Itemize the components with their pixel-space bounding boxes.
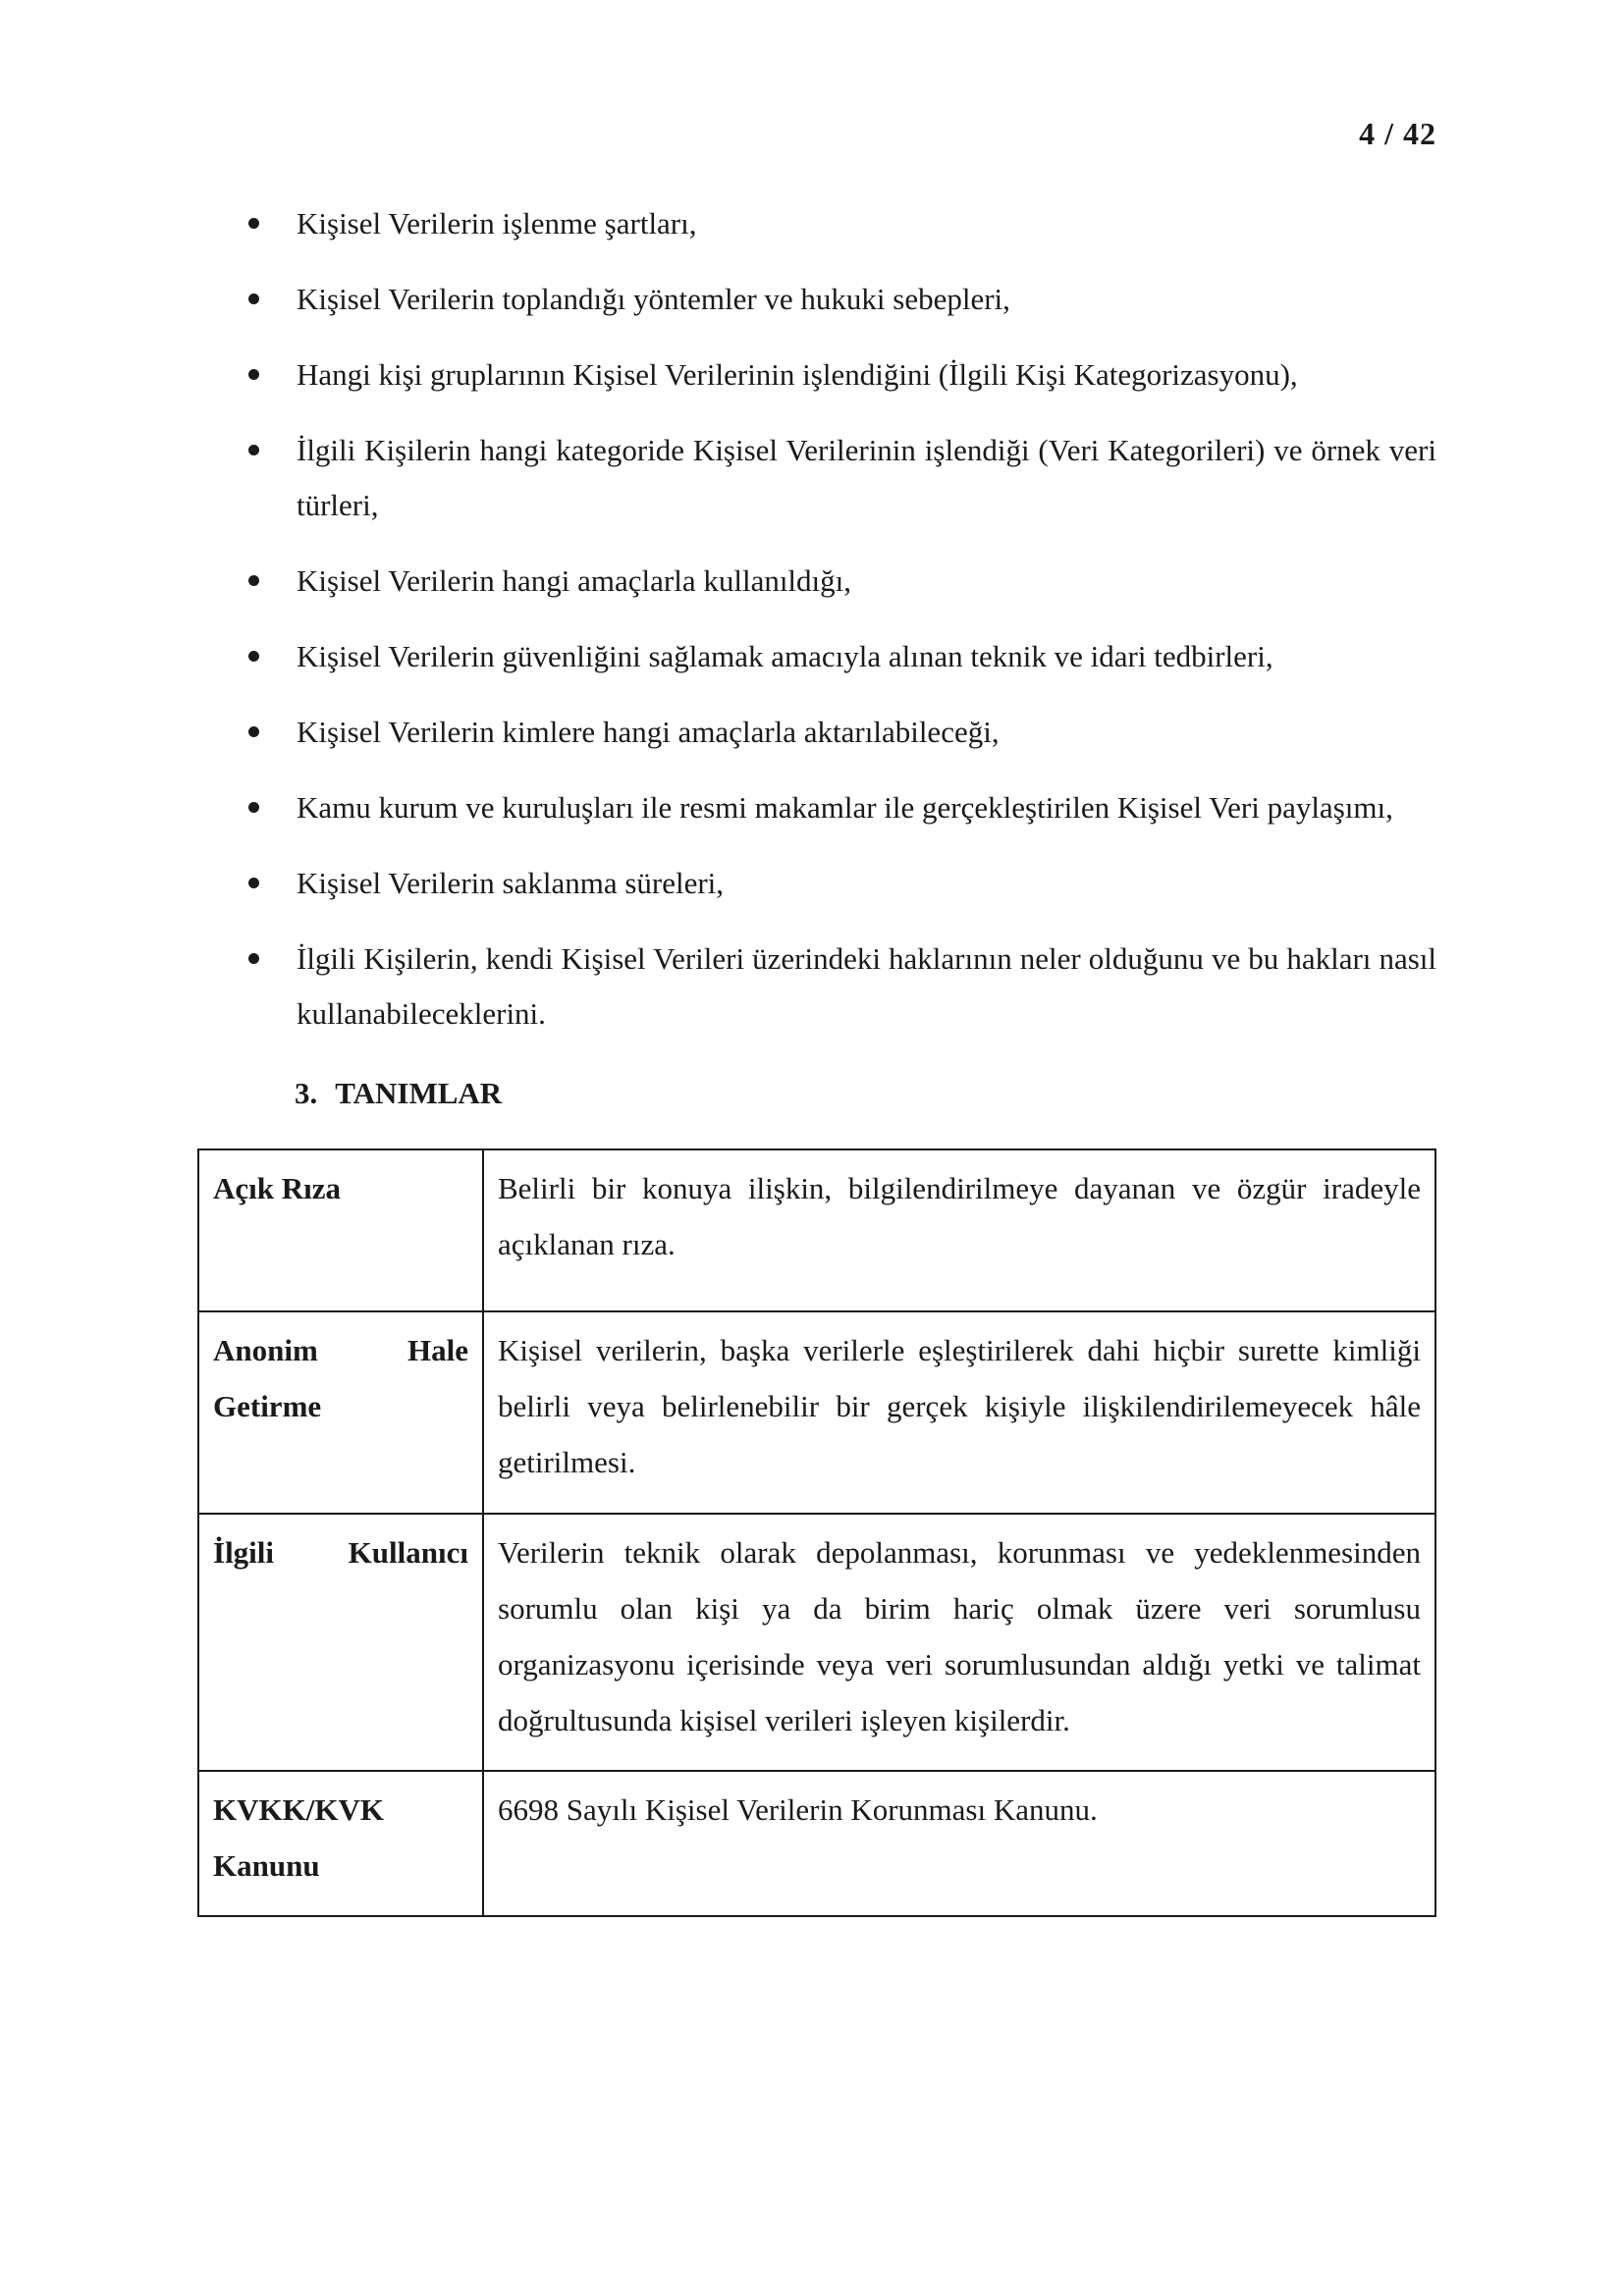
term-cell: KVKK/KVK Kanunu bbox=[198, 1771, 483, 1916]
definition-cell: 6698 Sayılı Kişisel Verilerin Korunması Kanunu. bbox=[483, 1771, 1435, 1916]
list-item-text: Kişisel Verilerin hangi amaçlarla kullanıldığı, bbox=[297, 563, 852, 598]
list-item bbox=[245, 856, 1436, 911]
list-item-text: Kişisel Verilerin işlenme şartları, bbox=[297, 206, 697, 240]
bullet-icon bbox=[248, 726, 259, 737]
list-item bbox=[245, 705, 1436, 760]
list-item bbox=[245, 780, 1436, 835]
list-item bbox=[245, 347, 1436, 402]
table-row bbox=[198, 1311, 1435, 1514]
bullet-icon bbox=[248, 445, 259, 455]
section-number: 3. bbox=[295, 1076, 318, 1110]
term-cell: Anonim Hale Getirme bbox=[198, 1311, 483, 1514]
definitions-table bbox=[197, 1148, 1436, 1917]
list-item bbox=[245, 932, 1436, 1041]
list-item bbox=[245, 196, 1436, 251]
bullet-icon bbox=[248, 802, 259, 813]
definition-cell: Kişisel verilerin, başka verilerle eşleştirilerek dahi hiçbir surette kimliği belirli veya belirlenebilir bir gerçek kişiyle ilişkilendirilemeyecek hâle getirilmesi. bbox=[483, 1311, 1435, 1514]
list-item-text: Kişisel Verilerin toplandığı yöntemler ve hukuki sebepleri, bbox=[297, 282, 1010, 316]
list-item-text: Kişisel Verilerin saklanma süreleri, bbox=[297, 866, 725, 900]
table-row bbox=[198, 1771, 1435, 1916]
table-row bbox=[198, 1149, 1435, 1311]
list-item-text: Kamu kurum ve kuruluşları ile resmi makamlar ile gerçekleştirilen Kişisel Veri paylaşımı, bbox=[297, 790, 1393, 825]
list-item bbox=[245, 272, 1436, 327]
table-row bbox=[198, 1514, 1435, 1771]
list-item bbox=[245, 629, 1436, 684]
list-item bbox=[245, 554, 1436, 609]
bullet-icon bbox=[248, 369, 259, 380]
bullet-icon bbox=[248, 294, 259, 304]
bullet-list bbox=[245, 196, 1436, 1062]
list-item-text: İlgili Kişilerin hangi kategoride Kişisel Verilerinin işlendiği (Veri Kategorileri) ve örnek veri türleri, bbox=[297, 433, 1436, 522]
list-item-text: Hangi kişi gruplarının Kişisel Verilerinin işlendiğini (İlgili Kişi Kategorizasyonu), bbox=[297, 357, 1298, 392]
bullet-icon bbox=[248, 651, 259, 662]
section-title: TANIMLAR bbox=[335, 1076, 503, 1110]
bullet-icon bbox=[248, 218, 259, 229]
page-number: 4 / 42 bbox=[1359, 116, 1436, 151]
definition-cell: Verilerin teknik olarak depolanması, korunması ve yedeklenmesinden sorumlu olan kişi ya da birim hariç olmak üzere veri sorumlusu organizasyonu içerisinde veya veri sorumlusundan aldığı yetki ve talimat doğrultusunda kişisel verileri işleyen kişilerdir. bbox=[483, 1514, 1435, 1771]
list-item-text: Kişisel Verilerin güvenliğini sağlamak amacıyla alınan teknik ve idari tedbirleri, bbox=[297, 639, 1273, 673]
list-item bbox=[245, 423, 1436, 533]
term-cell: İlgili Kullanıcı bbox=[198, 1514, 483, 1771]
term-cell: Açık Rıza bbox=[198, 1149, 483, 1311]
bullet-icon bbox=[248, 953, 259, 964]
bullet-icon bbox=[248, 575, 259, 586]
bullet-icon bbox=[248, 878, 259, 888]
list-item-text: İlgili Kişilerin, kendi Kişisel Verileri üzerindeki haklarının neler olduğunu ve bu hakları nasıl kullanabileceklerini. bbox=[297, 941, 1436, 1031]
list-item-text: Kişisel Verilerin kimlere hangi amaçlarla aktarılabileceği, bbox=[297, 715, 1000, 749]
section-heading bbox=[295, 1076, 502, 1111]
definition-cell: Belirli bir konuya ilişkin, bilgilendirilmeye dayanan ve özgür iradeyle açıklanan rıza. bbox=[483, 1149, 1435, 1311]
